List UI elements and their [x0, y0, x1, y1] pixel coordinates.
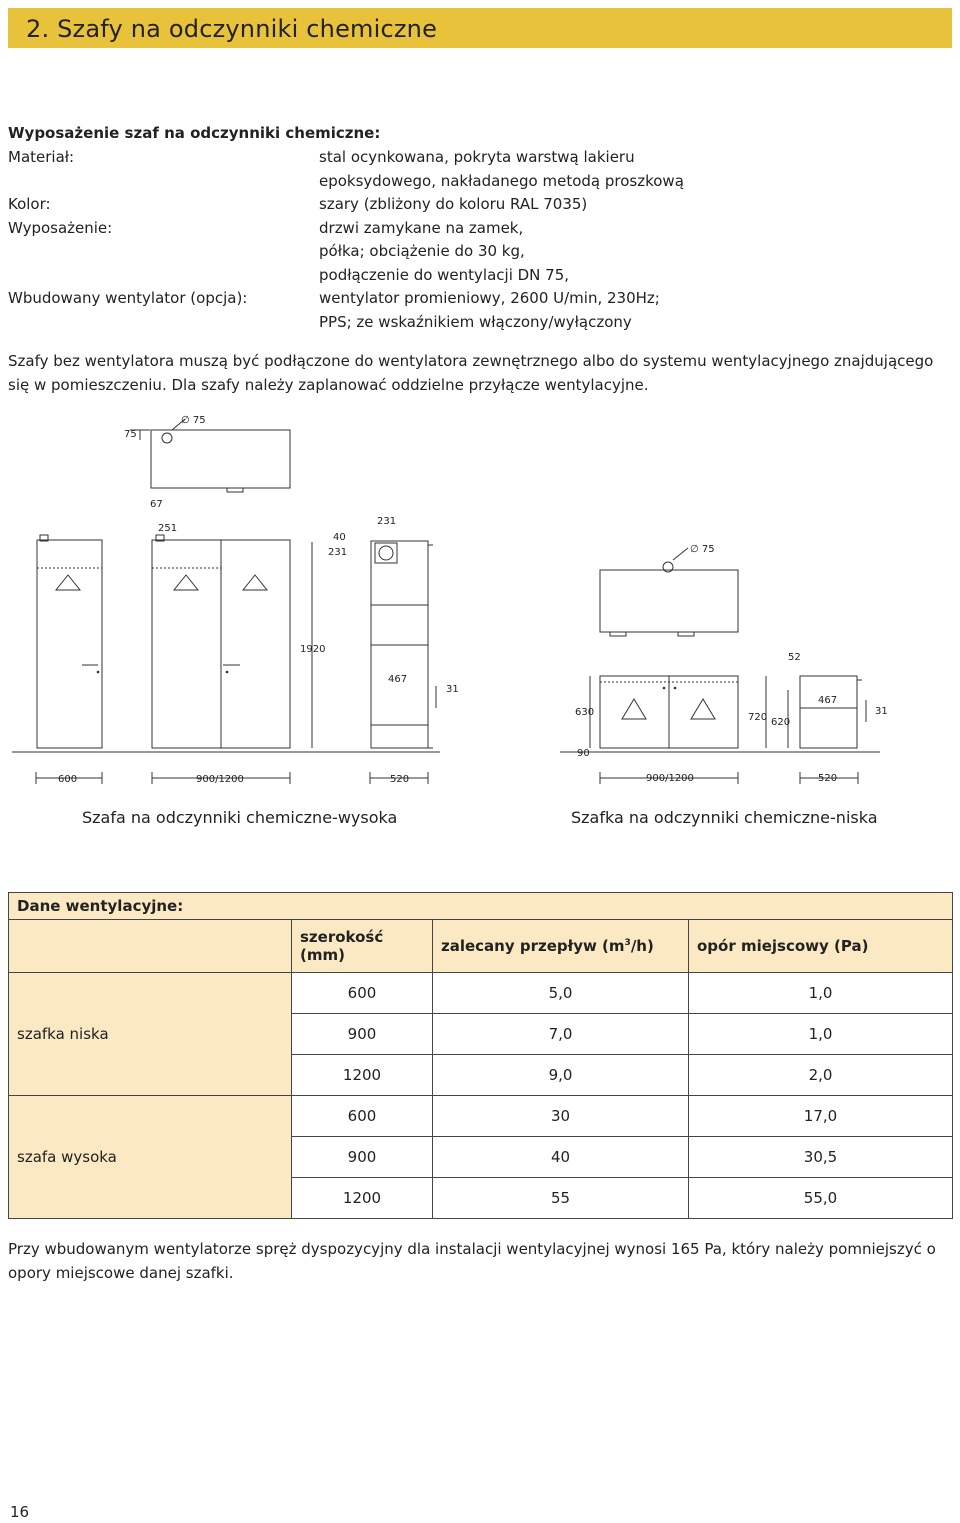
spec-label: Wbudowany wentylator (opcja):	[8, 289, 248, 307]
dim-label: 900/1200	[646, 773, 694, 784]
dim-label: 1920	[300, 644, 326, 655]
page-number: 16	[10, 1503, 30, 1521]
table-cell: 30,5	[689, 1137, 953, 1178]
group-label: szafka niska	[9, 973, 292, 1096]
dim-label: 467	[818, 695, 838, 706]
table-cell: 40	[433, 1137, 689, 1178]
dim-label: 40	[333, 532, 346, 543]
table-cell: 1200	[292, 1178, 433, 1219]
spec-row-color	[8, 193, 952, 217]
dim-label: 31	[875, 706, 888, 717]
spec-label: Wyposażenie:	[8, 218, 113, 237]
dim-label: 900/1200	[196, 774, 244, 785]
spec-label: Kolor:	[8, 195, 51, 213]
note-paragraph: Szafy bez wentylatora muszą być podłączone do wentylatora zewnętrznego albo do systemu wentylacyjnego znajdującego się w pomieszczeniu. Dla szafy należy zaplanować oddzielne przyłącze wentylacyjne.	[8, 352, 934, 394]
table-cell: 2,0	[689, 1055, 953, 1096]
table-cell: 1,0	[689, 973, 953, 1014]
column-header: zalecany przepływ $(m^3/h)$	[433, 920, 689, 973]
spec-value: podłączenie do wentylacji DN 75,	[319, 265, 570, 284]
dim-label: 620	[771, 717, 791, 728]
table-cell: 9,0	[433, 1055, 689, 1096]
dim-label: 520	[818, 773, 838, 784]
dim-label: 520	[390, 774, 410, 785]
spec-value: półka; obciążenie do 30 kg,	[319, 242, 525, 260]
dim-label: 630	[575, 707, 595, 718]
cabinet-technical-drawing	[0, 405, 960, 805]
table-cell: 1,0	[689, 1014, 953, 1055]
table-cell: 900	[292, 1014, 433, 1055]
spec-value: stal ocynkowana, pokryta warstwą lakieru	[319, 148, 635, 166]
table-cell: 55	[433, 1178, 689, 1219]
dim-label: 467	[388, 674, 408, 685]
column-header: szerokość (mm)	[292, 920, 433, 973]
spec-value: epoksydowego, nakładanego metodą proszkową	[319, 171, 684, 190]
spec-value: drzwi zamykane na zamek,	[319, 218, 524, 237]
dim-label: 90	[577, 748, 590, 759]
table-cell: 17,0	[689, 1096, 953, 1137]
dim-label: 75	[124, 429, 137, 440]
dim-label: 720	[748, 712, 768, 723]
footer-note: Przy wbudowanym wentylatorze spręż dyspozycyjny dla instalacji wentylacyjnej wynosi 165 Pa, który należy pomniejszyć o opory miejscowe danej szafki.	[8, 1240, 936, 1282]
table-cell: 600	[292, 973, 433, 1014]
spec-row-material	[8, 146, 952, 193]
table-row	[9, 973, 953, 1014]
spec-list	[8, 146, 952, 334]
spec-row-fan	[8, 287, 952, 334]
dim-label: 52	[788, 652, 801, 663]
dim-label: ∅ 75	[690, 544, 715, 555]
table-row	[9, 1096, 953, 1137]
table-cell: 600	[292, 1096, 433, 1137]
dim-label: 67	[150, 499, 163, 510]
table-cell: 7,0	[433, 1014, 689, 1055]
equipment-title: Wyposażenie szaf na odczynniki chemiczne:	[8, 124, 381, 142]
spec-label: Materiał:	[8, 148, 75, 166]
column-header: opór miejscowy (Pa)	[689, 920, 953, 973]
dim-label: ∅ 75	[181, 415, 206, 426]
table-title: Dane wentylacyjne:	[9, 893, 953, 920]
table-cell: 5,0	[433, 973, 689, 1014]
spec-row-equipment	[8, 217, 952, 288]
section-header	[8, 8, 952, 48]
table-cell: 1200	[292, 1055, 433, 1096]
table-cell: 30	[433, 1096, 689, 1137]
table-cell: 55,0	[689, 1178, 953, 1219]
caption-high-cabinet: Szafa na odczynniki chemiczne-wysoka	[82, 808, 398, 827]
caption-low-cabinet: Szafka na odczynniki chemiczne-niska	[571, 808, 878, 827]
dim-label: 231	[377, 516, 397, 527]
dim-label: 251	[158, 523, 178, 534]
spec-value: PPS; ze wskaźnikiem włączony/wyłączony	[319, 312, 632, 331]
dim-label: 231	[328, 547, 348, 558]
dim-label: 600	[58, 774, 78, 785]
ventilation-table	[8, 892, 953, 1219]
spec-value: szary (zbliżony do koloru RAL 7035)	[319, 195, 588, 213]
spec-value: wentylator promieniowy, 2600 U/min, 230Hz;	[319, 289, 660, 307]
dim-label: 31	[446, 684, 459, 695]
section-title: 2. Szafy na odczynniki chemiczne	[26, 15, 438, 43]
table-cell: 900	[292, 1137, 433, 1178]
group-label: szafa wysoka	[9, 1096, 292, 1219]
